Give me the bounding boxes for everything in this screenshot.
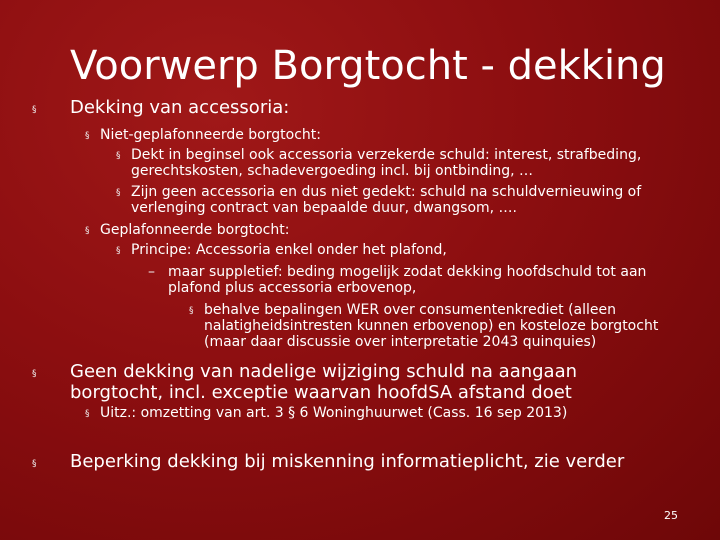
bullet-marker: § — [116, 151, 121, 161]
bullet-text: Geplafonneerde borgtocht: — [100, 222, 290, 238]
bullet-text: Dekking van accessoria: — [70, 97, 290, 118]
bullet-marker: § — [85, 226, 90, 236]
bullet-geen-accessoria — [116, 184, 671, 216]
bullet-text: behalve bepalingen WER over consumentenkrediet (alleen nalatigheidsintresten kunnen erbovenop) en kosteloze borgtocht (maar daar discussie over interpretatie 2043 quinquies) — [204, 302, 659, 350]
bullet-marker: § — [85, 131, 90, 141]
bullet-geen-dekking-nadelige-wijziging — [32, 361, 670, 403]
bullet-niet-geplafonneerd — [85, 127, 660, 143]
bullet-suppletief — [148, 264, 668, 296]
bullet-text: Beperking dekking bij miskenning informatieplicht, zie verder — [70, 451, 625, 472]
bullet-marker: § — [116, 246, 121, 256]
bullet-dekking-accessoria — [32, 97, 670, 118]
bullet-uitzondering — [85, 405, 660, 421]
bullet-text: maar suppletief: beding mogelijk zodat dekking hoofdschuld tot aan plafond plus accessoria erbovenop, — [168, 264, 647, 296]
dash-marker: – — [148, 264, 155, 280]
bullet-text: Geen dekking van nadelige wijziging schuld na aangaan borgtocht, incl. exceptie waarvan hoofdSA afstand doet — [70, 361, 578, 403]
bullet-dekt-accessoria — [116, 147, 671, 179]
bullet-text: Principe: Accessoria enkel onder het plafond, — [131, 242, 447, 258]
bullet-marker: § — [85, 409, 90, 419]
bullet-beperking-dekking — [32, 451, 670, 472]
page-number: 25 — [664, 509, 678, 522]
bullet-geplafonneerd — [85, 222, 660, 238]
bullet-marker: § — [116, 188, 121, 198]
bullet-text: Dekt in beginsel ook accessoria verzekerde schuld: interest, strafbeding, gerechtskosten, schadevergoeding incl. bij ontbinding, … — [131, 147, 642, 179]
bullet-marker: § — [32, 369, 37, 379]
bullet-text: Niet-geplafonneerde borgtocht: — [100, 127, 321, 143]
bullet-text: Zijn geen accessoria en dus niet gedekt: schuld na schuldvernieuwing of verlenging contract van bepaalde duur, dwangsom, …. — [131, 184, 642, 216]
bullet-marker: § — [189, 306, 194, 316]
slide-title: Voorwerp Borgtocht - dekking — [70, 43, 666, 89]
bullet-marker: § — [32, 105, 37, 115]
bullet-principe — [116, 242, 671, 258]
bullet-text: Uitz.: omzetting van art. 3 § 6 Woninghuurwet (Cass. 16 sep 2013) — [100, 405, 568, 421]
bullet-behalve-wer — [189, 302, 664, 350]
bullet-marker: § — [32, 459, 37, 469]
